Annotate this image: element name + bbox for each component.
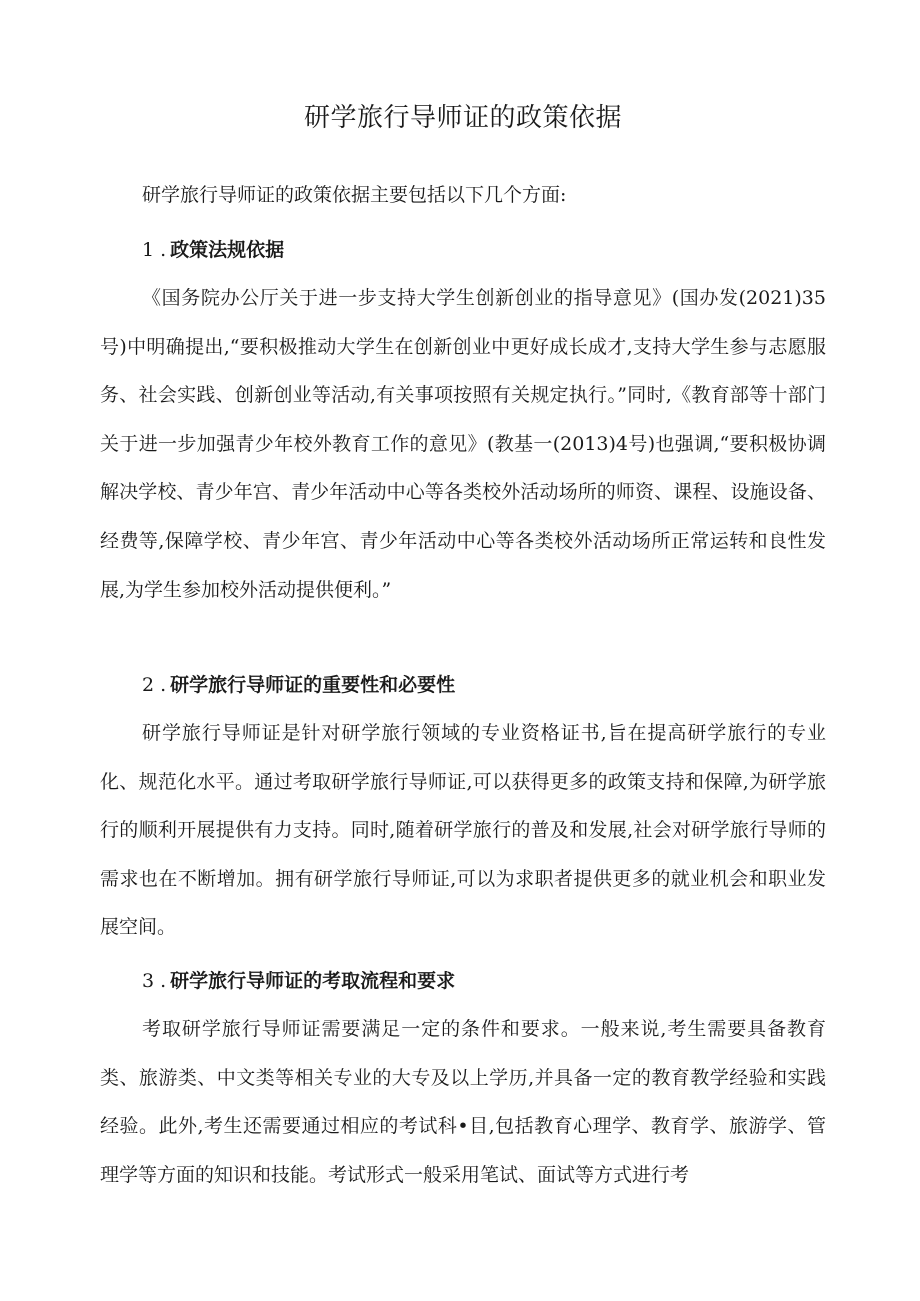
section-number-3: 3 .: [142, 970, 167, 992]
section-title-1: 政策法规依据: [170, 239, 285, 261]
section-number-1: 1 .: [142, 239, 167, 261]
document-title: 研学旅行导师证的政策依据: [303, 103, 622, 133]
section-number-2: 2 .: [142, 674, 167, 696]
section-title-3: 研学旅行导师证的考取流程和要求: [170, 970, 456, 992]
section-title-2: 研学旅行导师证的重要性和必要性: [170, 674, 456, 696]
section-body-2: 研学旅行导师证是针对研学旅行领域的专业资格证书,旨在提高研学旅行的专业化、规范化水平。通过考取研学旅行导师证,可以获得更多的政策支持和保障,为研学旅行的顺利开展提供有力支持。同时,随着研学旅行的普及和发展,社会对研学旅行导师的需求也在不断增加。拥有研学旅行导师证,可以为求职者提供更多的就业机会和职业发展空间。: [100, 722, 826, 939]
section-body-3: 考取研学旅行导师证需要满足一定的条件和要求。一般来说,考生需要具备教育类、旅游类、中文类等相关专业的大专及以上学历,并具备一定的教育教学经验和实践经验。此外,考生还需要通过相应的考试科•目,包括教育心理学、教育学、旅游学、管理学等方面的知识和技能。考试形式一般采用笔试、面试等方式进行考: [100, 1018, 826, 1186]
section-heading-3: [142, 966, 455, 996]
section-heading-1: [142, 235, 284, 265]
section-heading-2: [142, 670, 455, 700]
intro-paragraph: 研学旅行导师证的政策依据主要包括以下几个方面:: [142, 184, 567, 206]
section-body-1: 《国务院办公厅关于进一步支持大学生创新创业的指导意见》(国办发(2021)35号)中明确提出,“要积极推动大学生在创新创业中更好成长成才,支持大学生参与志愿服务、社会实践、创新创业等活动,有关事项按照有关规定执行。”同时,《教育部等十部门关于进一步加强青少年校外教育工作的意见》(教基一(2013)4号)也强调,“要积极协调解决学校、青少年宫、青少年活动中心等各类校外活动场所的师资、课程、设施设备、经费等,保障学校、青少年宫、青少年活动中心等各类校外活动场所正常运转和良性发展,为学生参加校外活动提供便利。”: [100, 287, 826, 601]
